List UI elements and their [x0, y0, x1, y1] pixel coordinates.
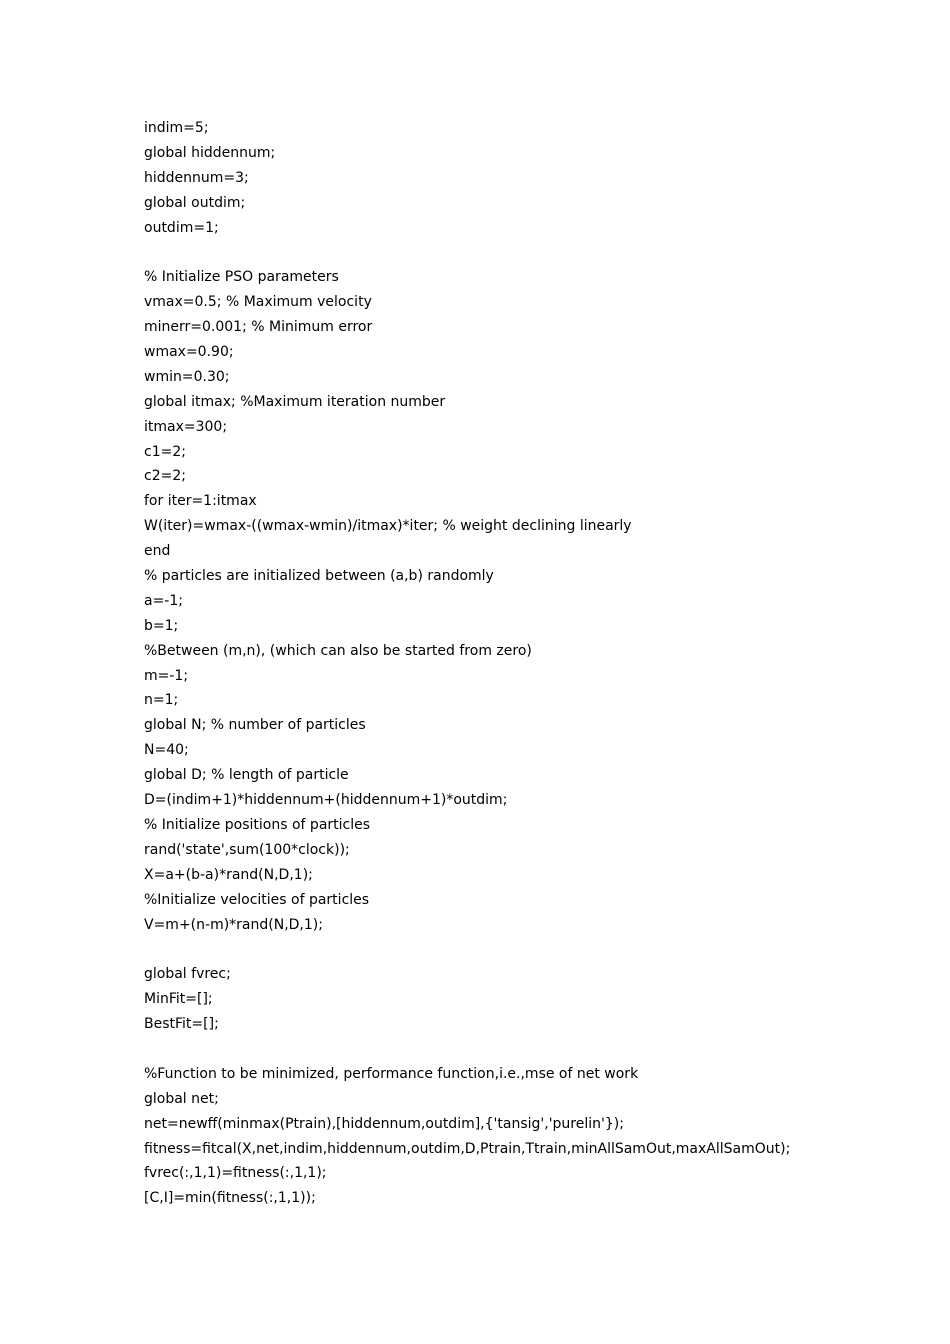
code-line: %Initialize velocities of particles [144, 891, 370, 908]
code-line: D=(indim+1)*hiddennum+(hiddennum+1)*outdim; [144, 792, 508, 809]
code-line: [C,I]=min(fitness(:,1,1)); [144, 1190, 316, 1207]
code-line: fitness=fitcal(X,net,indim,hiddennum,outdim,D,Ptrain,Ttrain,minAllSamOut,maxAllSamOut); [144, 1140, 791, 1157]
code-line: fvrec(:,1,1)=fitness(:,1,1); [144, 1165, 327, 1182]
code-line: hiddennum=3; [144, 169, 249, 186]
code-line: W(iter)=wmax-((wmax-wmin)/itmax)*iter; % weight declining linearly [144, 518, 632, 535]
matlab-code-listing [144, 116, 790, 1211]
code-line: end [144, 543, 171, 560]
code-line: c2=2; [144, 468, 186, 485]
code-line: outdim=1; [144, 219, 219, 236]
code-line: V=m+(n-m)*rand(N,D,1); [144, 916, 323, 933]
code-line: a=-1; [144, 592, 183, 609]
code-line: global itmax; %Maximum iteration number [144, 393, 446, 410]
code-line: % particles are initialized between (a,b) randomly [144, 568, 494, 585]
code-line: global N; % number of particles [144, 717, 366, 734]
code-line: global net; [144, 1090, 219, 1107]
code-line: global outdim; [144, 194, 246, 211]
code-line: vmax=0.5; % Maximum velocity [144, 294, 372, 311]
code-line: indim=5; [144, 120, 209, 136]
code-line: wmax=0.90; [144, 344, 234, 361]
code-line: % Initialize positions of particles [144, 816, 371, 833]
code-line: rand('state',sum(100*clock)); [144, 841, 350, 858]
code-line: N=40; [144, 742, 189, 759]
code-line: MinFit=[]; [144, 991, 213, 1008]
code-line: global D; % length of particle [144, 767, 349, 784]
code-line [144, 1037, 790, 1062]
code-line: %Function to be minimized, performance function,i.e.,mse of net work [144, 1065, 639, 1082]
code-line [144, 240, 790, 265]
code-line: global hiddennum; [144, 144, 276, 161]
code-line: b=1; [144, 617, 179, 634]
code-line: net=newff(minmax(Ptrain),[hiddennum,outdim],{'tansig','purelin'}); [144, 1115, 624, 1132]
code-line: n=1; [144, 692, 179, 709]
code-line: minerr=0.001; % Minimum error [144, 319, 373, 336]
code-line: %Between (m,n), (which can also be started from zero) [144, 642, 532, 659]
code-line: c1=2; [144, 443, 186, 460]
code-line: itmax=300; [144, 418, 228, 435]
code-line: global fvrec; [144, 966, 231, 983]
code-line: wmin=0.30; [144, 368, 230, 385]
code-line [144, 937, 790, 962]
code-line: m=-1; [144, 667, 189, 684]
code-line: % Initialize PSO parameters [144, 269, 339, 286]
code-line: X=a+(b-a)*rand(N,D,1); [144, 866, 313, 883]
code-line: BestFit=[]; [144, 1016, 219, 1033]
code-line: for iter=1:itmax [144, 493, 257, 510]
